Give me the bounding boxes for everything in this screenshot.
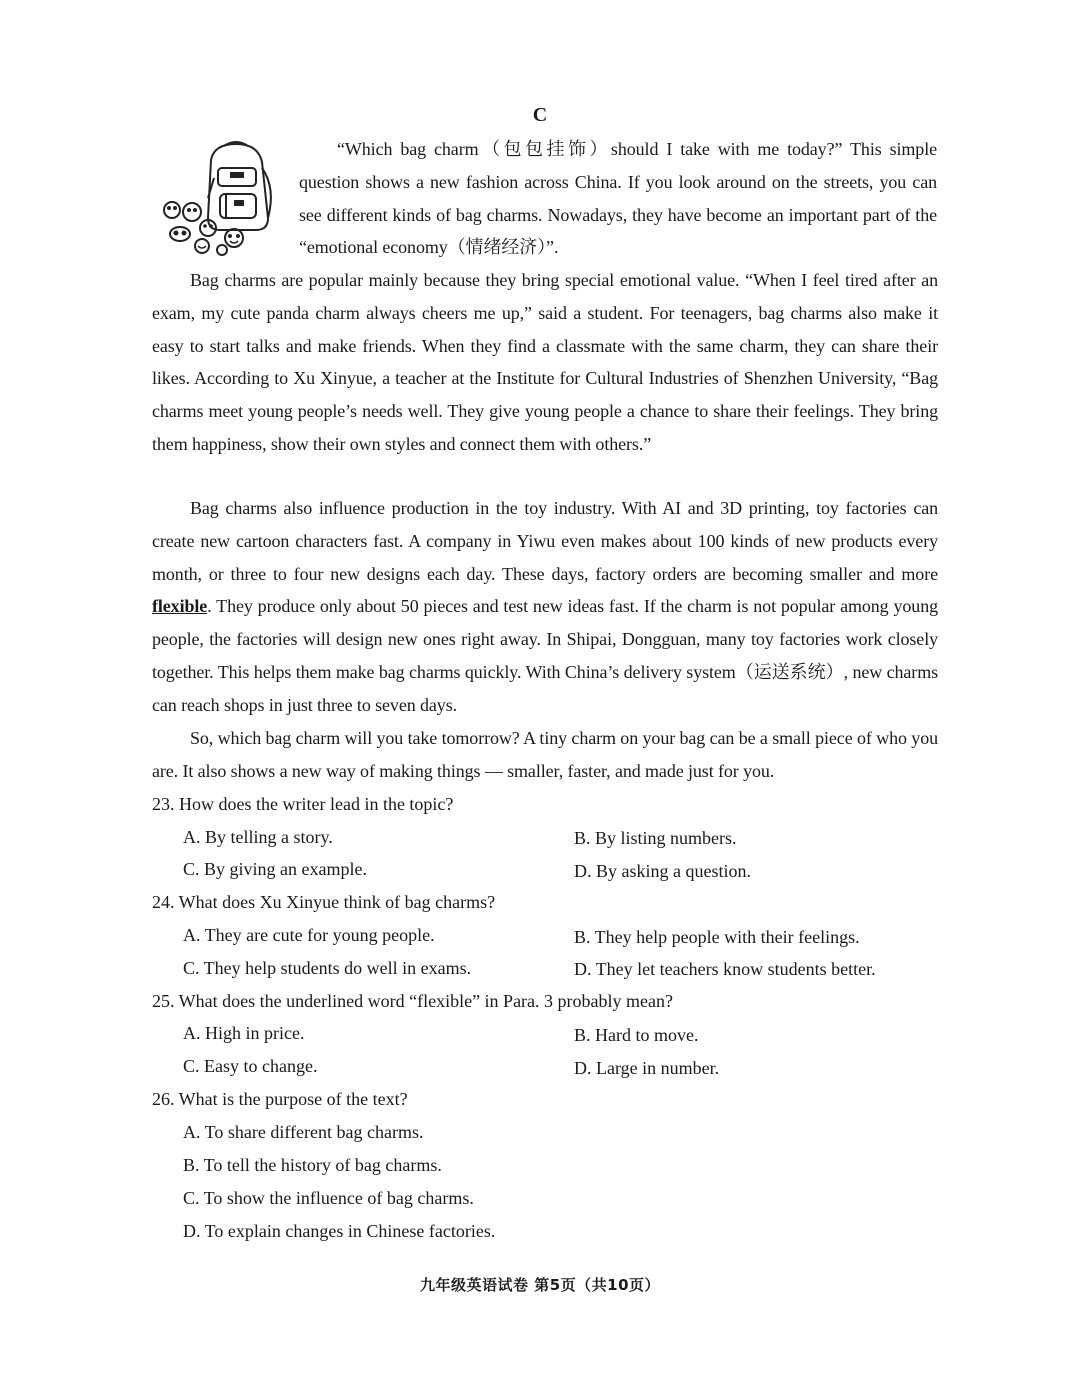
question-25-option-a[interactable]: A. High in price. [183, 1023, 305, 1043]
underlined-word: flexible [152, 596, 208, 617]
paragraph-1 [299, 133, 937, 264]
question-26-option-d[interactable]: D. To explain changes in Chinese factories. [183, 1221, 496, 1241]
page-footer: 九年级英语试卷 第5页（共10页） [419, 1276, 661, 1294]
paragraph-3-text-before: Bag charms also influence production in the toy industry. With AI and 3D printing, toy factories can create new cartoon characters fast. A company in Yiwu even makes about 100 kinds of new products every month, or three to four new designs each day. These days, factory orders are becoming smaller and more [152, 498, 938, 584]
question-24-stem: 24. What does Xu Xinyue think of bag charms? [152, 892, 496, 912]
question-23-option-c[interactable]: C. By giving an example. [183, 859, 367, 879]
paragraph-2: Bag charms are popular mainly because they bring special emotional value. “When I feel tired after an exam, my cute panda charm always cheers me up,” said a student. For teenagers, bag charms also make it easy to start talks and make friends. When they find a classmate with the same charm, they can share their likes. According to Xu Xinyue, a teacher at the Institute for Cultural Industries of Shenzhen University, “Bag charms meet young people’s needs well. They give young people a chance to share their feelings. They bring them happiness, show their own styles and connect them with others.” [152, 270, 938, 454]
question-23-option-b[interactable]: B. By listing numbers. [574, 828, 737, 848]
question-26-option-b[interactable]: B. To tell the history of bag charms. [183, 1155, 442, 1175]
question-25-stem: 25. What does the underlined word “flexible” in Para. 3 probably mean? [152, 991, 673, 1011]
backpack-charms-illustration [156, 138, 284, 256]
question-26-stem: 26. What is the purpose of the text? [152, 1089, 408, 1109]
question-24-option-c[interactable]: C. They help students do well in exams. [183, 958, 472, 978]
question-23-option-d[interactable]: D. By asking a question. [574, 861, 751, 881]
question-25-option-c[interactable]: C. Easy to change. [183, 1056, 318, 1076]
question-26-option-a[interactable]: A. To share different bag charms. [183, 1122, 424, 1142]
question-25-option-b[interactable]: B. Hard to move. [574, 1025, 699, 1045]
paragraph-4: So, which bag charm will you take tomorrow? A tiny charm on your bag can be a small piece of who you are. It also shows a new way of making things — smaller, faster, and made just for you. [152, 728, 938, 781]
question-23-stem: 23. How does the writer lead in the topic? [152, 794, 454, 814]
paragraph-3-text-after: . They produce only about 50 pieces and test new ideas fast. If the charm is not popular among young people, the factories will design new ones right away. In Shipai, Dongguan, many toy factories work closely together. This helps them make bag charms quickly. With China’s delivery system（运送系统）, new charms can reach shops in just three to seven days. [152, 596, 938, 715]
question-24-option-d[interactable]: D. They let teachers know students better. [574, 959, 876, 979]
question-24-option-b[interactable]: B. They help people with their feelings. [574, 927, 860, 947]
paragraph-1-text: “Which bag charm（包包挂饰）should I take with me today?” This simple question shows a new fashion across China. If you look around on the streets, you can see different kinds of bag charms. Nowadays, they have become an important part of the “emotional economy（情绪经济）”. [299, 139, 937, 258]
question-26-option-c[interactable]: C. To show the influence of bag charms. [183, 1188, 474, 1208]
question-24-option-a[interactable]: A. They are cute for young people. [183, 925, 435, 945]
section-letter: C [532, 104, 548, 126]
question-23-option-a[interactable]: A. By telling a story. [183, 827, 333, 847]
question-25-option-d[interactable]: D. Large in number. [574, 1058, 720, 1078]
paragraph-3 [152, 492, 938, 722]
